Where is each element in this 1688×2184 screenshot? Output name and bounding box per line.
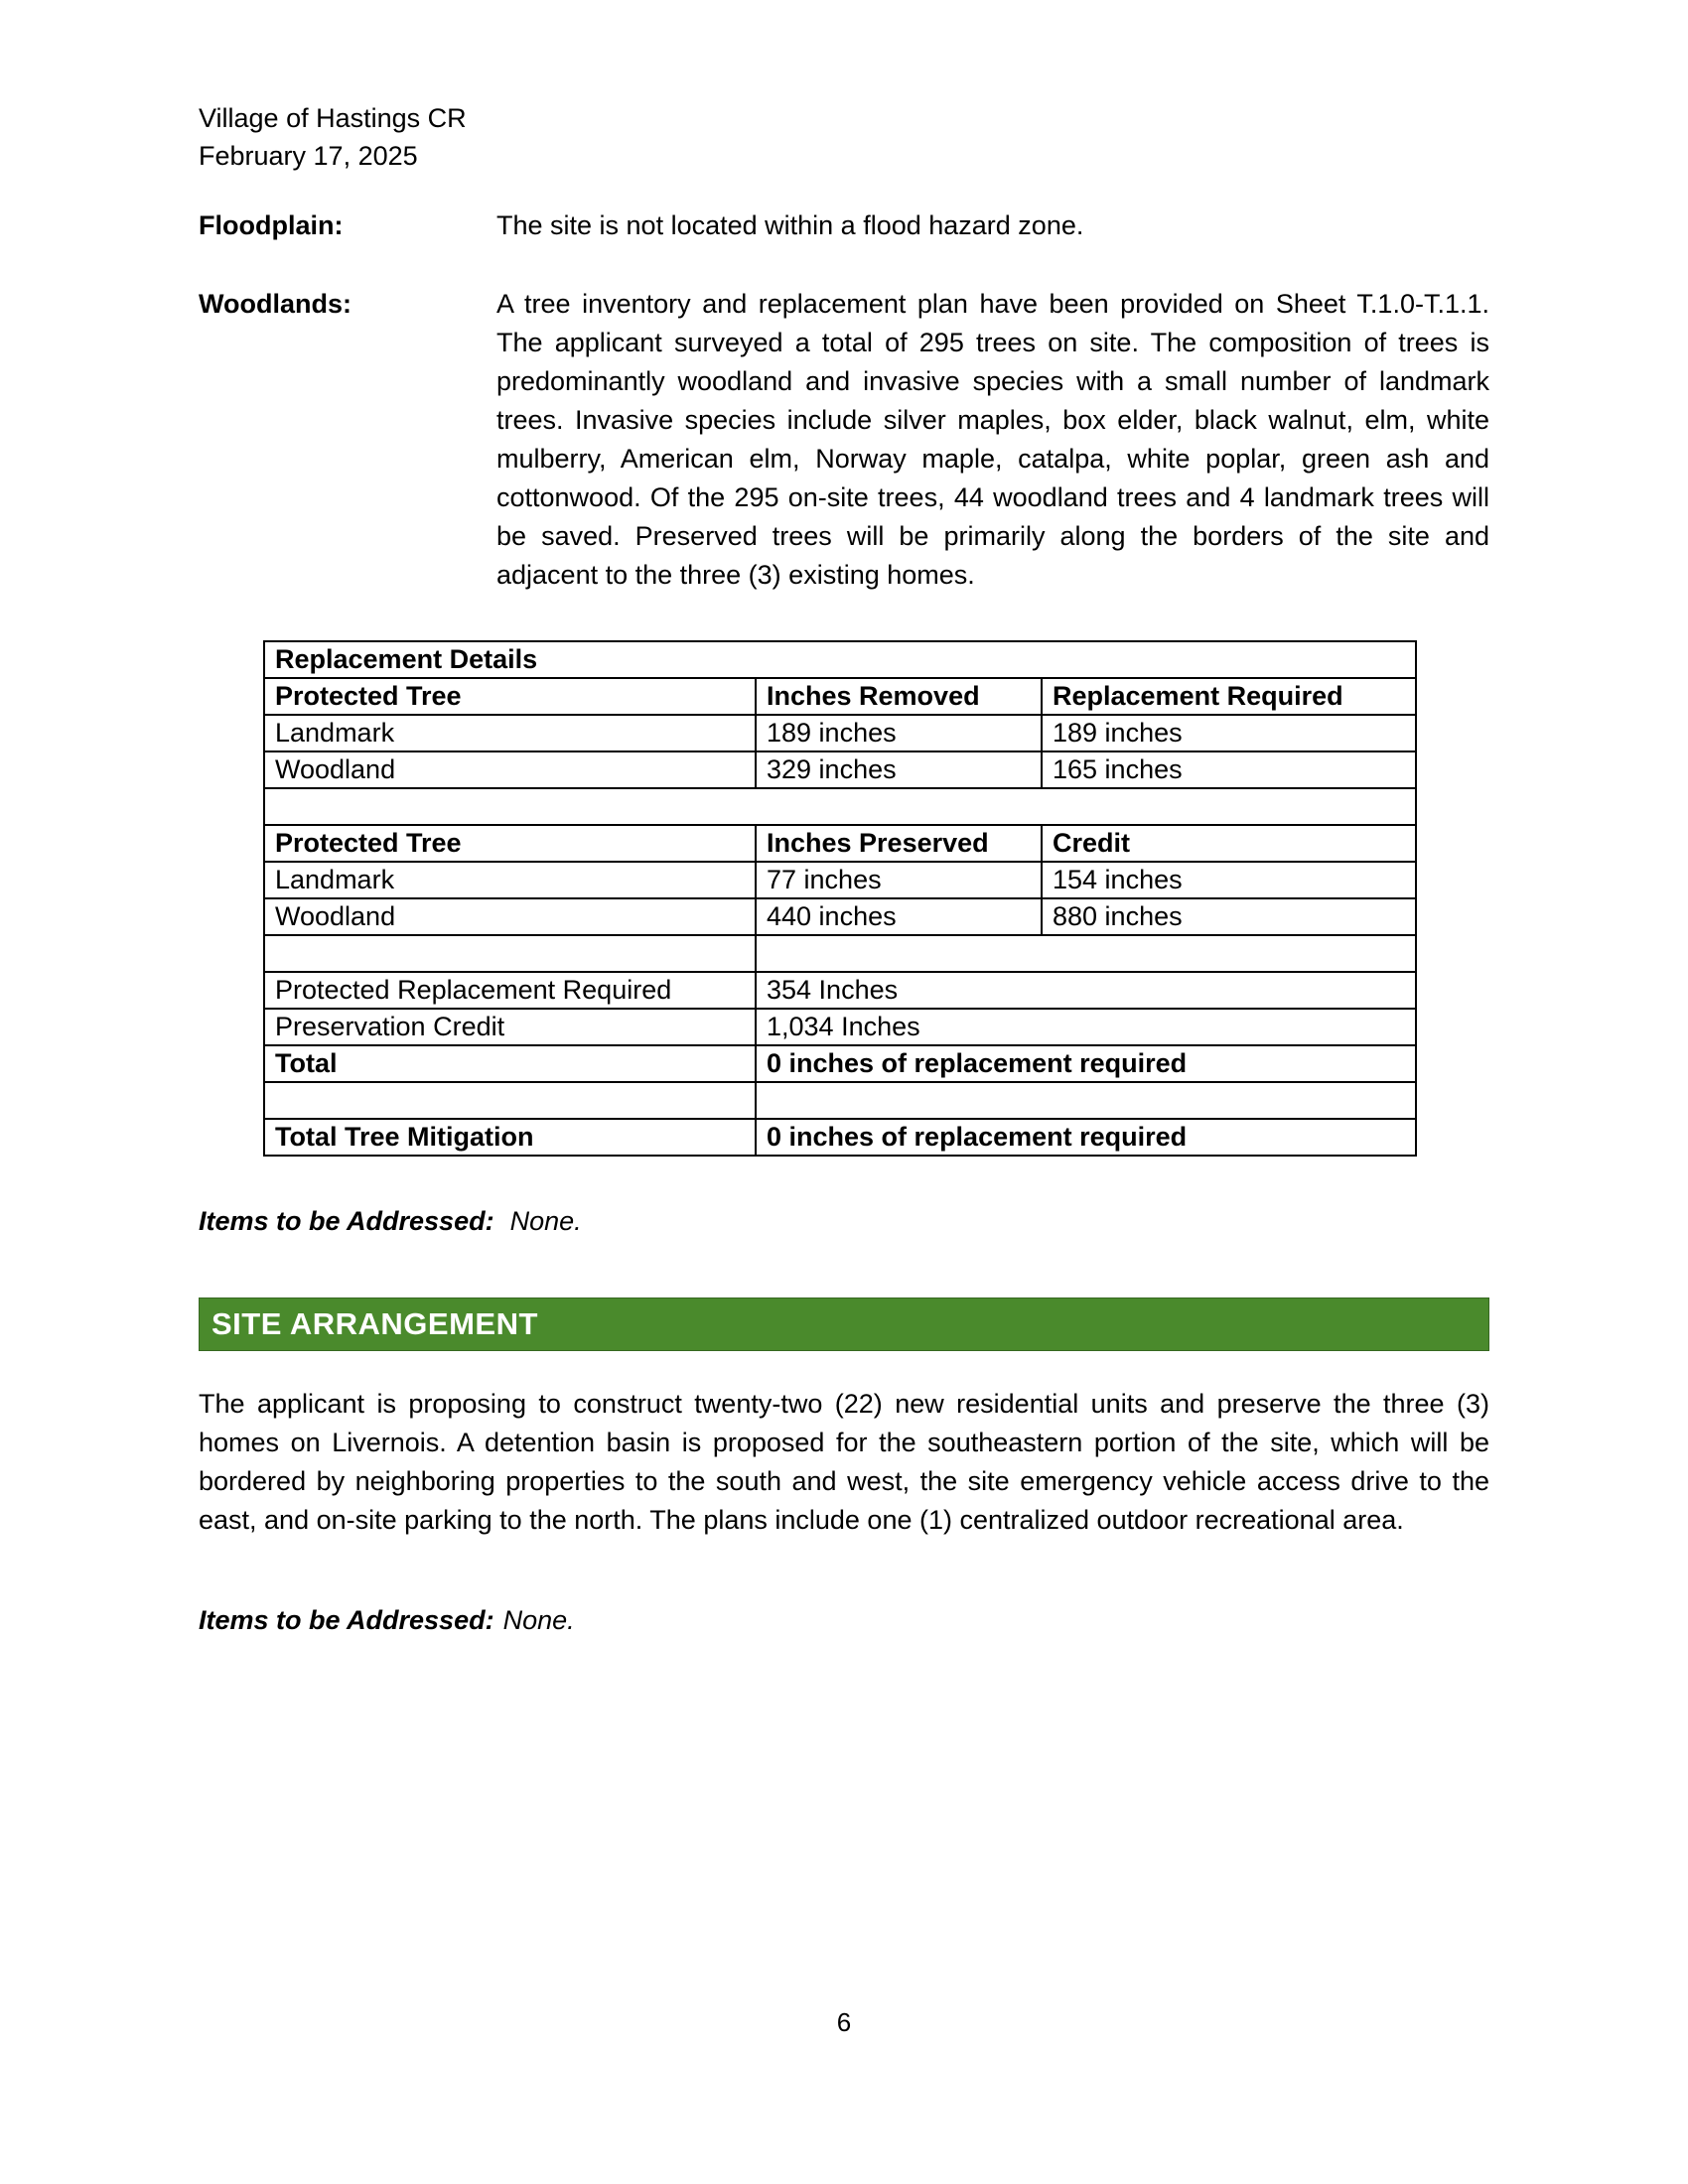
mitigation-value: 0 inches of replacement required [756, 1119, 1416, 1156]
spacer-cell [756, 935, 1416, 972]
summary-replacement-label: Protected Replacement Required [264, 972, 756, 1009]
total-label: Total [264, 1045, 756, 1082]
table-title: Replacement Details [264, 641, 1416, 678]
preserved-woodland-type: Woodland [264, 898, 756, 935]
items-label: Items to be Addressed: [199, 1206, 494, 1236]
preserved-landmark-credit: 154 inches [1042, 862, 1416, 898]
doc-header-org: Village of Hastings CR [199, 103, 467, 133]
summary-replacement-value: 354 Inches [756, 972, 1416, 1009]
preserved-header-inches-preserved: Inches Preserved [756, 825, 1042, 862]
removed-landmark-type: Landmark [264, 715, 756, 751]
document-content [199, 99, 1489, 1639]
removed-woodland-type: Woodland [264, 751, 756, 788]
mitigation-label: Total Tree Mitigation [264, 1119, 756, 1156]
items-label: Items to be Addressed: [199, 1605, 494, 1635]
table-row [264, 1009, 1416, 1045]
removed-header-replacement-required: Replacement Required [1042, 678, 1416, 715]
table-row [264, 751, 1416, 788]
spacer-cell [264, 1082, 756, 1119]
woodlands-label: Woodlands: [199, 289, 352, 319]
woodlands-text: A tree inventory and replacement plan have been provided on Sheet T.1.0-T.1.1. The applicant surveyed a total of 295 trees on site. The composition of trees is predominantly woodland and invasive species with a small number of landmark trees. Invasive species include silver maples, box elder, black walnut, elm, white mulberry, American elm, Norway maple, catalpa, white poplar, green ash and cottonwood. Of the 295 on-site trees, 44 woodland trees and 4 landmark trees will be saved. Preserved trees will be primarily along the borders of the site and adjacent to the three (3) existing homes. [496, 289, 1489, 590]
site-arrangement-banner [199, 1297, 1489, 1351]
site-arrangement-banner-title: SITE ARRANGEMENT [211, 1306, 538, 1341]
removed-header-protected-tree: Protected Tree [264, 678, 756, 715]
spacer-row [264, 788, 1416, 825]
items-value: None. [502, 1605, 575, 1635]
site-arrangement-text: The applicant is proposing to construct twenty-two (22) new residential units and preserve the three (3) homes on Livernois. A detention basin is proposed for the southeastern portion of the site, which will be bordered by neighboring properties to the south and west, the site emergency vehicle access drive to the east, and on-site parking to the north. The plans include one (1) centralized outdoor recreational area. [199, 1389, 1489, 1535]
total-row [264, 1045, 1416, 1082]
items-value: None. [509, 1206, 582, 1236]
preserved-header-credit: Credit [1042, 825, 1416, 862]
spacer-row [264, 935, 1416, 972]
removed-header-row [264, 678, 1416, 715]
removed-landmark-replacement: 189 inches [1042, 715, 1416, 751]
table-row [264, 862, 1416, 898]
items-to-be-addressed-1 [199, 1202, 1489, 1240]
spacer-row [264, 1082, 1416, 1119]
removed-woodland-replacement: 165 inches [1042, 751, 1416, 788]
items-to-be-addressed-2 [199, 1601, 1489, 1639]
mitigation-row [264, 1119, 1416, 1156]
doc-header [199, 99, 1489, 175]
removed-landmark-inches: 189 inches [756, 715, 1042, 751]
preserved-landmark-inches: 77 inches [756, 862, 1042, 898]
woodlands-section [199, 285, 1489, 595]
summary-credit-value: 1,034 Inches [756, 1009, 1416, 1045]
preserved-header-protected-tree: Protected Tree [264, 825, 756, 862]
floodplain-section [199, 206, 1489, 245]
replacement-details-table [263, 640, 1417, 1157]
table-row [264, 715, 1416, 751]
doc-header-date: February 17, 2025 [199, 141, 418, 171]
removed-header-inches-removed: Inches Removed [756, 678, 1042, 715]
preserved-landmark-type: Landmark [264, 862, 756, 898]
preserved-header-row [264, 825, 1416, 862]
page-number: 6 [836, 2007, 852, 2037]
spacer-cell [264, 935, 756, 972]
spacer-cell [264, 788, 1416, 825]
summary-credit-label: Preservation Credit [264, 1009, 756, 1045]
floodplain-text: The site is not located within a flood hazard zone. [496, 210, 1084, 240]
total-value: 0 inches of replacement required [756, 1045, 1416, 1082]
preserved-woodland-credit: 880 inches [1042, 898, 1416, 935]
preserved-woodland-inches: 440 inches [756, 898, 1042, 935]
table-row [264, 972, 1416, 1009]
spacer-cell [756, 1082, 1416, 1119]
table-row [264, 898, 1416, 935]
removed-woodland-inches: 329 inches [756, 751, 1042, 788]
floodplain-label: Floodplain: [199, 210, 344, 240]
table-title-row [264, 641, 1416, 678]
